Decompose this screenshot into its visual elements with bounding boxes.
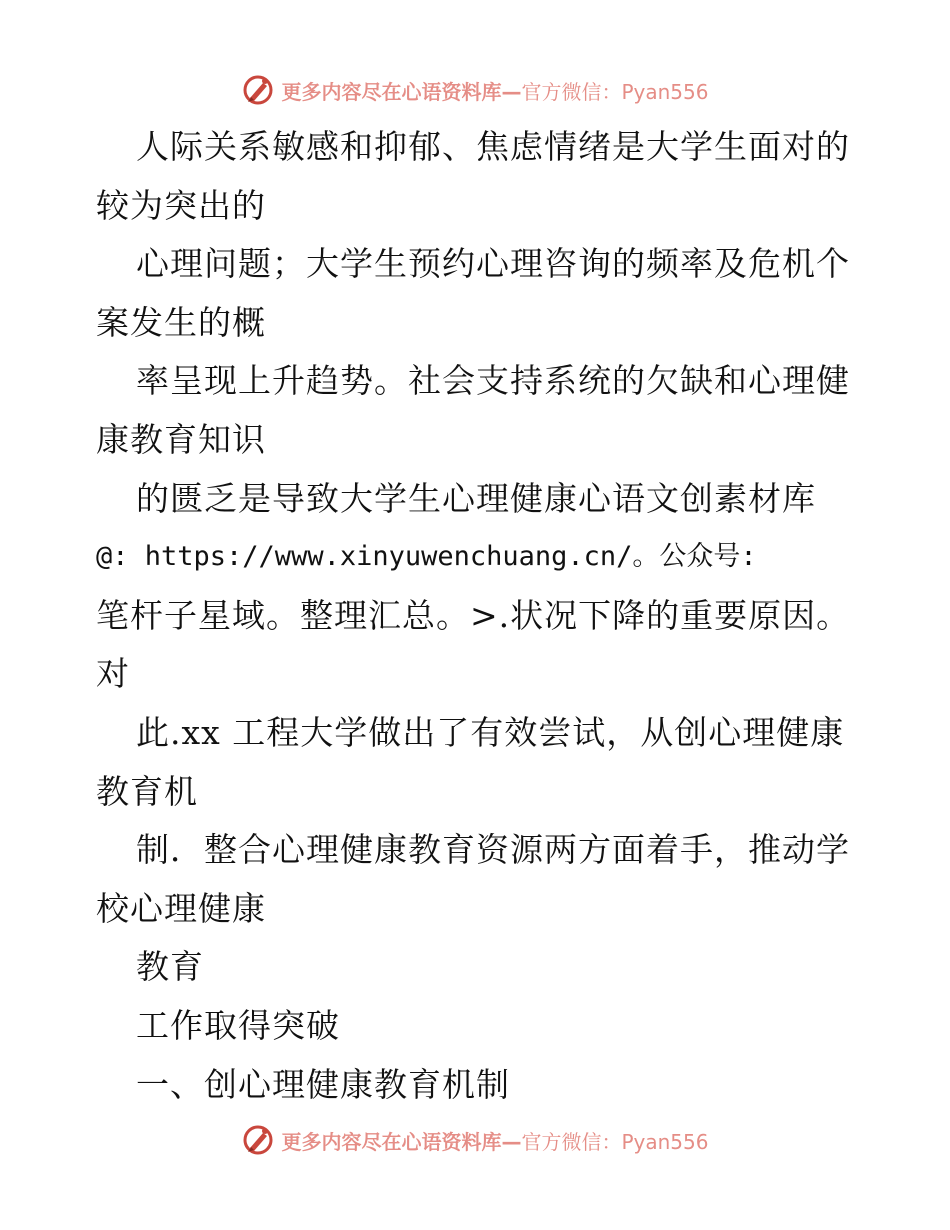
pen-logo-icon — [241, 1123, 275, 1157]
paragraph-line: 对 — [96, 654, 130, 694]
footer-banner-wechat: 官方微信：Pyan556 — [521, 1129, 709, 1154]
header-banner-wechat: 官方微信：Pyan556 — [521, 79, 709, 104]
pen-logo-icon — [241, 73, 275, 107]
paragraph-line: 校心理健康 — [96, 888, 266, 928]
paragraph-line: 工作取得突破 — [136, 1005, 340, 1045]
footer-banner-text — [281, 1126, 708, 1155]
paragraph-line: 心理问题；大学生预约心理咨询的频率及危机个 — [136, 244, 850, 284]
footer-banner-main: 更多内容尽在心语资料库— — [281, 1129, 522, 1154]
paragraph-line: 教育机 — [96, 771, 198, 811]
paragraph-line: 制．整合心理健康教育资源两方面着手，推动学 — [136, 830, 850, 870]
paragraph-line: 案发生的概 — [96, 302, 266, 342]
url-line: @: https://www.xinyuwenchuang.cn/。公众号: — [96, 541, 757, 573]
paragraph-line: 人际关系敏感和抑郁、焦虑情绪是大学生面对的 — [136, 127, 850, 166]
footer-banner — [0, 1120, 950, 1160]
paragraph-line: 教育 — [136, 947, 204, 987]
paragraph-line: 康教育知识 — [96, 419, 266, 459]
section-heading: 一、创心理健康教育机制 — [136, 1064, 510, 1104]
document-body — [96, 118, 866, 1114]
header-banner-text — [281, 76, 708, 105]
paragraph-line: 此.xx 工程大学做出了有效尝试，从创心理健康 — [136, 712, 845, 752]
header-banner — [0, 70, 950, 110]
paragraph-line: 笔杆子星域。整理汇总。>.状况下降的重要原因。 — [96, 595, 851, 635]
paragraph-line: 的匮乏是导致大学生心理健康心语文创素材库 — [136, 478, 816, 518]
paragraph-line: 率呈现上升趋势。社会支持系统的欠缺和心理健 — [136, 361, 850, 401]
header-banner-main: 更多内容尽在心语资料库— — [281, 79, 522, 104]
paragraph-line: 较为突出的 — [96, 185, 266, 225]
